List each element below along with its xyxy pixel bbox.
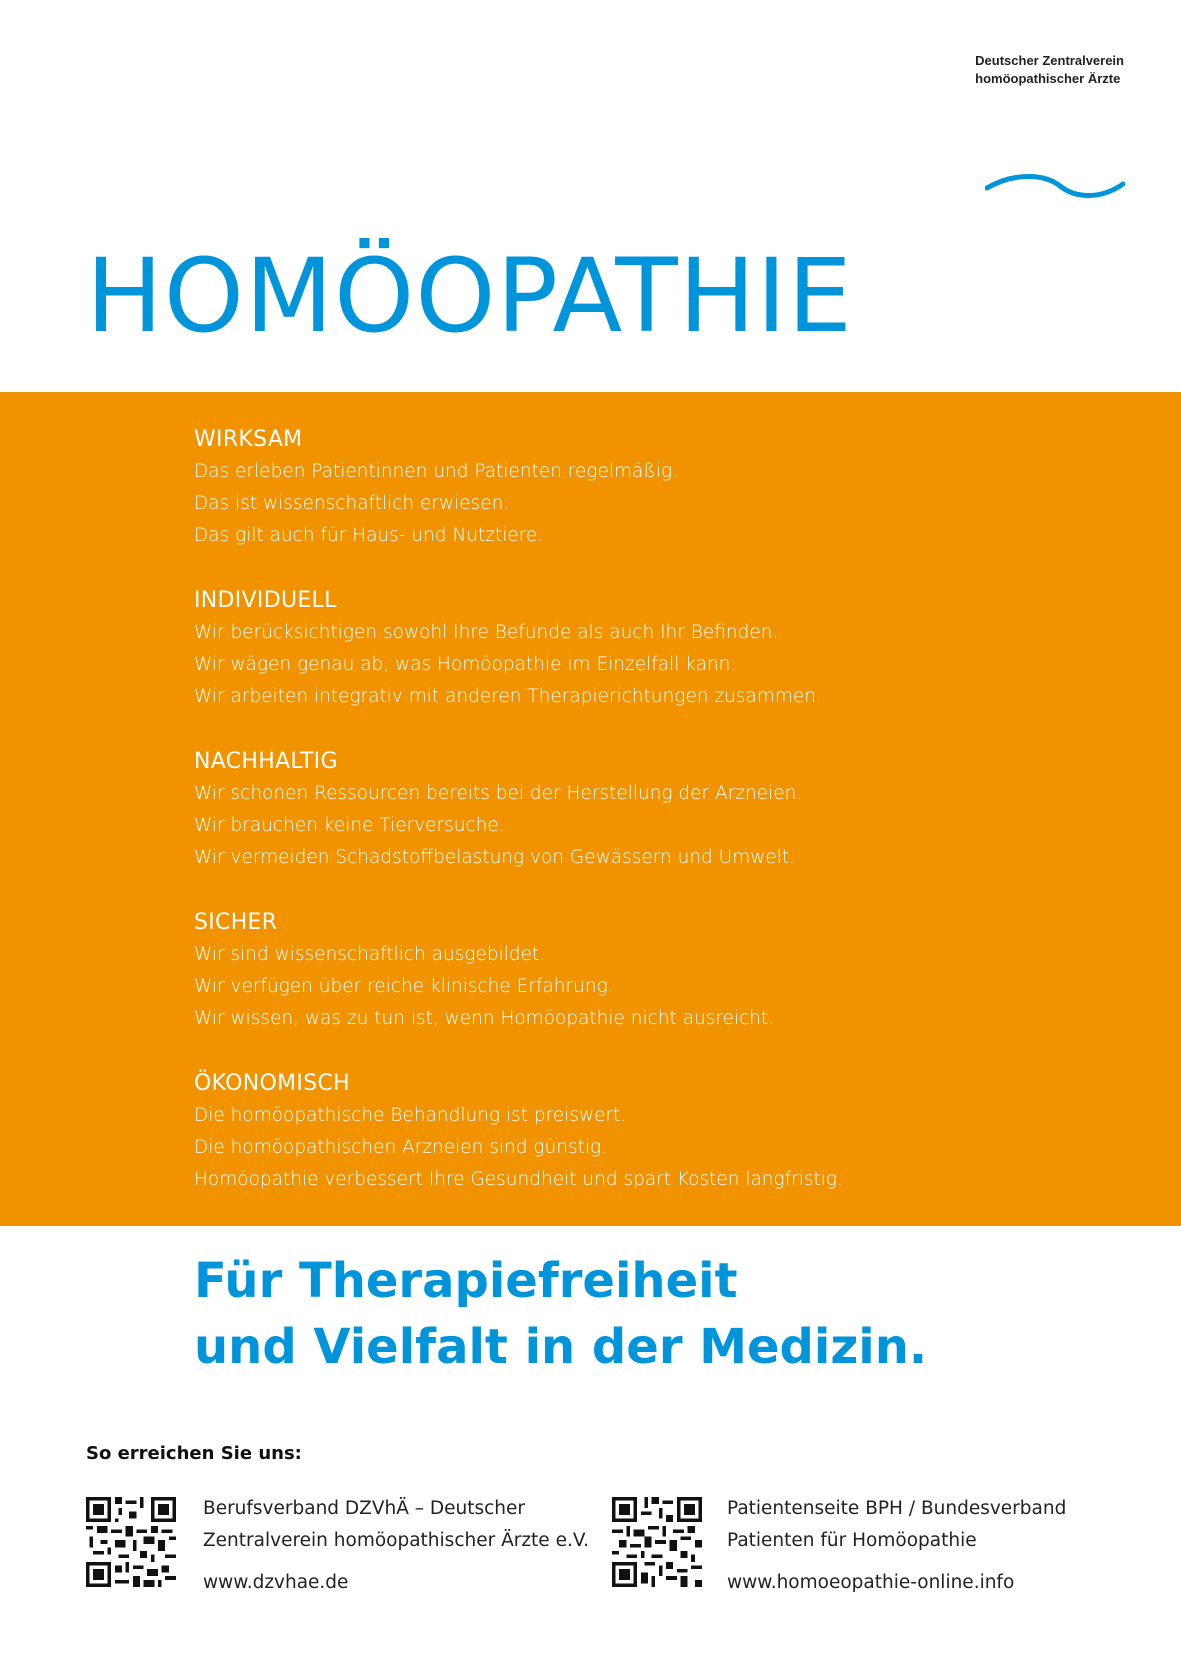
section-line: Homöopathie verbessert Ihre Gesundheit und spart Kosten langfristig.: [194, 1169, 843, 1190]
section-oekonomisch: [194, 1068, 843, 1196]
wave-logo-icon: [985, 170, 1125, 206]
section-line: Wir schonen Ressourcen bereits bei der Herstellung der Arzneien.: [194, 783, 803, 804]
section-line: Wir berücksichtigen sowohl Ihre Befunde als auch Ihr Befinden.: [194, 622, 779, 643]
section-wirksam: [194, 424, 678, 552]
section-line: Wir wägen genau ab, was Homöopathie im Einzelfall kann.: [194, 654, 737, 675]
slogan-line-1: Für Therapiefreiheit: [194, 1253, 738, 1309]
page-title: HOMÖOPATHIE: [86, 237, 853, 356]
slogan-line-2: und Vielfalt in der Medizin.: [194, 1319, 928, 1375]
section-heading: INDIVIDUELL: [194, 588, 337, 613]
contact-entry-bph: [727, 1493, 1066, 1599]
section-heading: ÖKONOMISCH: [194, 1071, 350, 1096]
contact-line: Berufsverband DZVhÄ – Deutscher: [203, 1498, 526, 1519]
org-name-line-1: Deutscher Zentralverein: [975, 53, 1124, 68]
contact-line: Patientenseite BPH / Bundesverband: [727, 1498, 1067, 1519]
contact-line: Zentralverein homöopathischer Ärzte e.V.: [203, 1530, 589, 1551]
section-individuell: [194, 585, 822, 713]
contact-entry-dzvhae: [203, 1493, 589, 1599]
section-nachhaltig: [194, 746, 802, 874]
section-line: Wir sind wissenschaftlich ausgebildet.: [194, 944, 546, 965]
section-heading: WIRKSAM: [194, 427, 303, 452]
contact-url-link[interactable]: www.homoeopathie-online.info: [727, 1572, 1015, 1593]
org-name-line-2: homöopathischer Ärzte: [975, 71, 1121, 86]
section-sicher: [194, 907, 774, 1035]
section-line: Wir verfügen über reiche klinische Erfahrung.: [194, 976, 614, 997]
contact-heading: So erreichen Sie uns:: [86, 1443, 302, 1464]
slogan: [194, 1248, 927, 1380]
organization-name: [975, 52, 1124, 88]
qr-code-icon: [86, 1497, 176, 1587]
section-heading: SICHER: [194, 910, 278, 935]
section-heading: NACHHALTIG: [194, 749, 338, 774]
section-line: Wir arbeiten integrativ mit anderen Therapierichtungen zusammen.: [194, 686, 822, 707]
section-line: Wir brauchen keine Tierversuche.: [194, 815, 505, 836]
section-line: Das erleben Patientinnen und Patienten regelmäßig.: [194, 461, 679, 482]
section-line: Das gilt auch für Haus- und Nutztiere.: [194, 525, 544, 546]
section-line: Wir wissen, was zu tun ist, wenn Homöopathie nicht ausreicht.: [194, 1008, 775, 1029]
qr-code-icon: [612, 1497, 702, 1587]
section-line: Die homöopathischen Arzneien sind günstig.: [194, 1137, 607, 1158]
contact-line: Patienten für Homöopathie: [727, 1530, 977, 1551]
contact-url-link[interactable]: www.dzvhae.de: [203, 1572, 349, 1593]
section-line: Die homöopathische Behandlung ist preiswert.: [194, 1105, 627, 1126]
section-line: Wir vermeiden Schadstoffbelastung von Gewässern und Umwelt.: [194, 847, 796, 868]
section-line: Das ist wissenschaftlich erwiesen.: [194, 493, 510, 514]
